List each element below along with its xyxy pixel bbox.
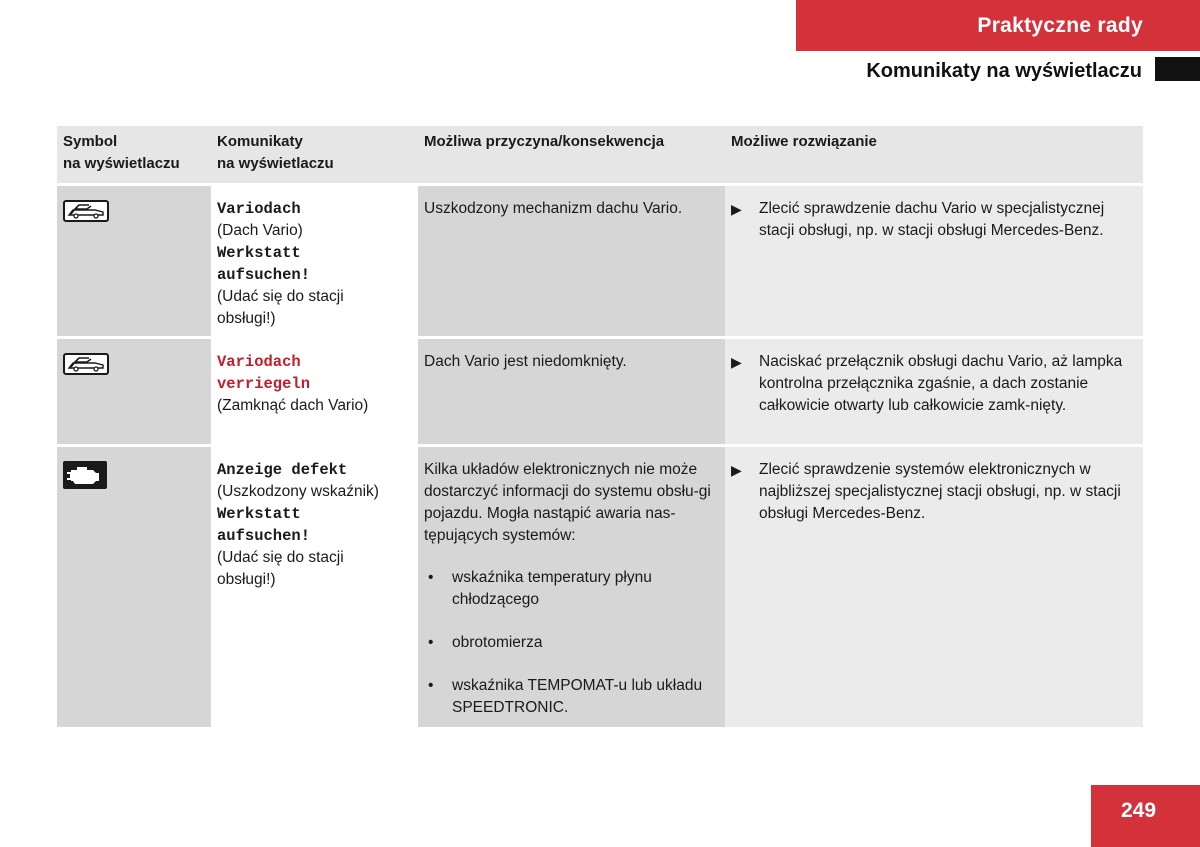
header-cause: Możliwa przyczyna/konsekwencja (418, 126, 725, 185)
list-item: • wskaźnika TEMPOMAT-u lub układu SPEEDTRONIC. (428, 677, 703, 716)
message-cell: Anzeige defekt (Uszkodzony wskaźnik) Werkstatt aufsuchen! (Udać się do stacji obsługi!) (211, 446, 418, 727)
solution-cell: ▶ Zlecić sprawdzenie systemów elektronicznych w najbliższej specjalistycznej stacji obsługi, np. w stacji obsługi Mercedes-Benz. (725, 446, 1143, 727)
symbol-cell (57, 446, 211, 727)
symbol-cell (57, 338, 211, 446)
section-marker-bar (1155, 57, 1200, 81)
cause-list (424, 567, 719, 719)
table-row (57, 446, 1143, 727)
solution-cell: ▶ Naciskać przełącznik obsługi dachu Vario, aż lampka kontrolna przełącznika zgaśnie, a dach zostanie całkowicie otwarty lub całkowicie zamk-nięty. (725, 338, 1143, 446)
convertible-roof-icon (63, 200, 109, 222)
list-item: • obrotomierza (428, 634, 543, 651)
arrow-right-icon: ▶ (731, 354, 742, 370)
message-cell: Variodach verriegeln (Zamknąć dach Vario) (211, 338, 418, 446)
page-number: 249 (1091, 785, 1200, 847)
table-header-row (57, 126, 1143, 185)
solution-cell: ▶ Zlecić sprawdzenie dachu Vario w specjalistycznej stacji obsługi, np. w stacji obsługi Mercedes-Benz. (725, 185, 1143, 338)
display-messages-table (57, 126, 1143, 727)
cause-cell: Uszkodzony mechanizm dachu Vario. (418, 185, 725, 338)
header-message: Komunikaty na wyświetlaczu (211, 126, 418, 185)
section-title: Komunikaty na wyświetlaczu (866, 60, 1142, 82)
convertible-roof-icon (63, 353, 109, 375)
message-cell: Variodach (Dach Vario) Werkstatt aufsuchen! (Udać się do stacji obsługi!) (211, 185, 418, 338)
chapter-tab (796, 0, 1200, 51)
engine-icon (63, 461, 107, 489)
table-row (57, 338, 1143, 446)
header-solution: Możliwe rozwiązanie (725, 126, 1143, 185)
arrow-right-icon: ▶ (731, 462, 742, 478)
arrow-right-icon: ▶ (731, 201, 742, 217)
symbol-cell (57, 185, 211, 338)
list-item: • wskaźnika temperatury płynu chłodzącego (428, 569, 652, 608)
chapter-title: Praktyczne rady (977, 13, 1143, 37)
header-symbol: Symbol na wyświetlaczu (57, 126, 211, 185)
table-row (57, 185, 1143, 338)
cause-cell: Dach Vario jest niedomknięty. (418, 338, 725, 446)
cause-cell: Kilka układów elektronicznych nie może dostarczyć informacji do systemu obsłu-gi pojazdu. Mogła nastąpić awaria nas-tępujących systemów: • wskaźnika temperatury płynu chłodzącego • obrotomierza • wskaźnika TEMPOMAT-u lub układu SPEEDTRONIC. (418, 446, 725, 727)
